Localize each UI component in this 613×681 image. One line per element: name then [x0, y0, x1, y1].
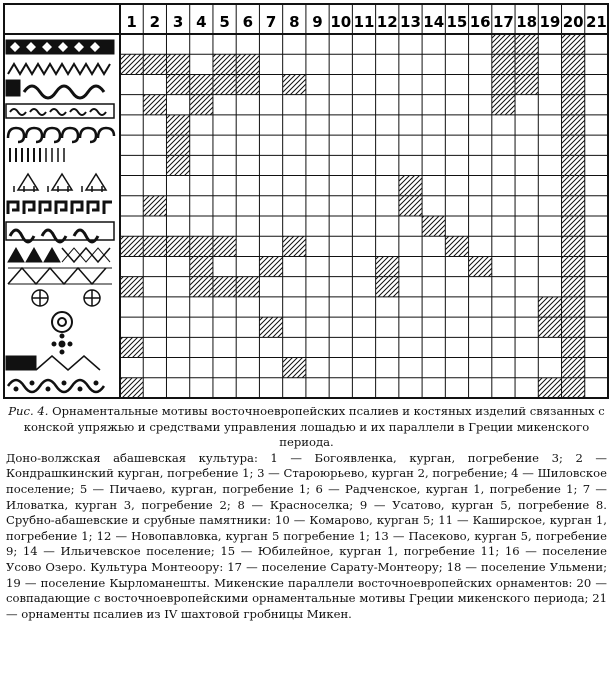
column-number: 13 [400, 13, 421, 31]
hatched-cell [190, 74, 213, 94]
ornament-row-8 [8, 202, 112, 214]
hatched-cell [213, 236, 236, 256]
column-number: 20 [562, 13, 584, 31]
ornament-motifs-column [6, 40, 114, 392]
column-numbers [126, 13, 606, 31]
hatched-cell [143, 196, 166, 216]
hatched-cell [143, 236, 166, 256]
ornament-row-5 [8, 128, 114, 142]
hatched-cell [492, 34, 515, 54]
hatched-cell [445, 236, 468, 256]
hatched-cell [538, 378, 561, 398]
hatched-cell [515, 34, 538, 54]
hatched-cell [562, 95, 585, 115]
hatched-cell [562, 236, 585, 256]
hatched-cell [120, 54, 143, 74]
hatched-cell [492, 95, 515, 115]
column-number: 19 [539, 13, 561, 31]
ornament-row-15 [6, 356, 100, 370]
column-number: 14 [423, 13, 445, 31]
hatched-cell [120, 236, 143, 256]
ornament-row-9 [6, 222, 114, 242]
hatched-cell [562, 34, 585, 54]
hatched-cell [166, 54, 189, 74]
hatched-cell [166, 236, 189, 256]
hatched-cell [213, 54, 236, 74]
hatched-cell [538, 317, 561, 337]
hatched-cell [376, 277, 399, 297]
hatched-cell [562, 176, 585, 196]
column-number: 21 [585, 13, 607, 31]
hatched-cell [399, 176, 422, 196]
hatched-cell [515, 54, 538, 74]
hatched-cell [562, 317, 585, 337]
hatched-cell [399, 196, 422, 216]
hatched-cell [143, 54, 166, 74]
column-number: 1 [126, 13, 137, 31]
ornament-row-4 [6, 104, 114, 118]
hatched-cell [190, 95, 213, 115]
hatched-cell [166, 155, 189, 175]
hatched-cell [166, 115, 189, 135]
column-number: 9 [312, 13, 323, 31]
column-number: 5 [219, 13, 230, 31]
hatched-cell [259, 317, 282, 337]
hatched-cell [236, 54, 259, 74]
ornament-row-10 [8, 248, 110, 262]
column-number: 2 [149, 13, 161, 31]
hatched-cell [120, 378, 143, 398]
hatched-cell [562, 297, 585, 317]
figure-caption [6, 404, 607, 622]
column-number: 3 [172, 13, 184, 31]
hatched-cell [236, 277, 259, 297]
hatched-cell [190, 277, 213, 297]
column-number: 4 [196, 13, 207, 31]
column-number: 15 [446, 13, 468, 31]
hatched-cell [166, 135, 189, 155]
hatched-cell [562, 378, 585, 398]
hatched-cell [562, 155, 585, 175]
column-number: 8 [289, 13, 300, 31]
hatched-cell [492, 54, 515, 74]
hatched-cell [562, 358, 585, 378]
ornament-row-16 [8, 380, 104, 392]
hatched-cell [515, 74, 538, 94]
ornament-row-2 [8, 64, 110, 74]
hatched-cell [143, 95, 166, 115]
column-number: 10 [330, 13, 352, 31]
caption-title: Орнаментальные мотивы восточноевропейских псалиев и костяных изделий связанных с конской упряжью и средствами управления лошадью и их параллели в Греции микенского периода. [23, 404, 605, 450]
hatched-cell [562, 115, 585, 135]
column-number: 11 [353, 13, 375, 31]
hatched-cell [562, 74, 585, 94]
ornament-row-12 [32, 290, 100, 306]
column-number: 18 [516, 13, 538, 31]
hatched-cell [562, 135, 585, 155]
hatched-cell [492, 74, 515, 94]
column-number: 7 [265, 13, 277, 31]
ornament-row-1 [6, 40, 114, 54]
hatched-cell [120, 337, 143, 357]
hatched-cell [376, 256, 399, 276]
caption-body: Доно-волжская абашевская культура: 1 — Богоявленка, курган, погребение 3; 2 — Кондрашкинский курган, погребение 1; 3 — Староюрьево, курган 2, погребение; 4 — Шиловское поселение; 5 — Пичаево, курган, погребение 1; 6 — Радченское, курган 1, погребение 1; 7 — Иловатка, курган 3, погребение 2; 8 — Красноселка; 9 — Усатово, курган 5, погребение 8. Срубно-абашевские и срубные памятники: 10 — Комарово, курган 5; 11 — Каширское, курган 1, погребение 1; 12 — Новопавловка, курган 5 погребение 1; 13 — Пасеково, курган 5, погребение 9; 14 — Ильичевское поселение; 15 — Юбилейное, курган 1, погребение 11; 16 — поселение Усово Озеро. Культура Монтеоору: 17 — поселение Сарату-Монтеору; 18 — поселение Ульмени; 19 — поселение Кырломанешты. Микенские параллели восточноевропейских орнаментов: 20 — совпадающие с восточноевропейскими орнаментальные мотивы Греции микенского периода; 21 — орнаменты псалиев из IV шахтовой гробницы Микен. [6, 450, 607, 621]
hatched-cell [422, 216, 445, 236]
hatched-cell [562, 277, 585, 297]
hatched-cell [190, 236, 213, 256]
hatched-cell [469, 256, 492, 276]
ornament-row-7 [14, 174, 106, 192]
hatched-cell [190, 256, 213, 276]
hatched-cell [562, 196, 585, 216]
ornament-row-11 [8, 268, 112, 284]
ornament-row-14 [52, 334, 72, 354]
hatched-cell [283, 236, 306, 256]
hatched-cell [213, 74, 236, 94]
hatched-cell [283, 358, 306, 378]
hatched-cell [236, 74, 259, 94]
hatched-cell [562, 256, 585, 276]
hatched-cell [283, 74, 306, 94]
hatched-cell [259, 256, 282, 276]
ornament-row-13 [52, 312, 72, 332]
figure-label: Рис. 4. [8, 404, 49, 418]
column-number: 16 [469, 13, 491, 31]
caption-title-block [6, 404, 607, 451]
ornament-row-6 [10, 148, 64, 162]
hatched-cell [562, 54, 585, 74]
hatched-cell [120, 277, 143, 297]
hatched-cell [213, 277, 236, 297]
column-number: 6 [242, 13, 254, 31]
hatched-cell [166, 74, 189, 94]
hatched-cell [562, 216, 585, 236]
hatched-cell [562, 337, 585, 357]
column-number: 12 [376, 13, 398, 31]
hatched-cell [538, 297, 561, 317]
ornament-row-3 [6, 80, 104, 98]
column-number: 17 [492, 13, 514, 31]
